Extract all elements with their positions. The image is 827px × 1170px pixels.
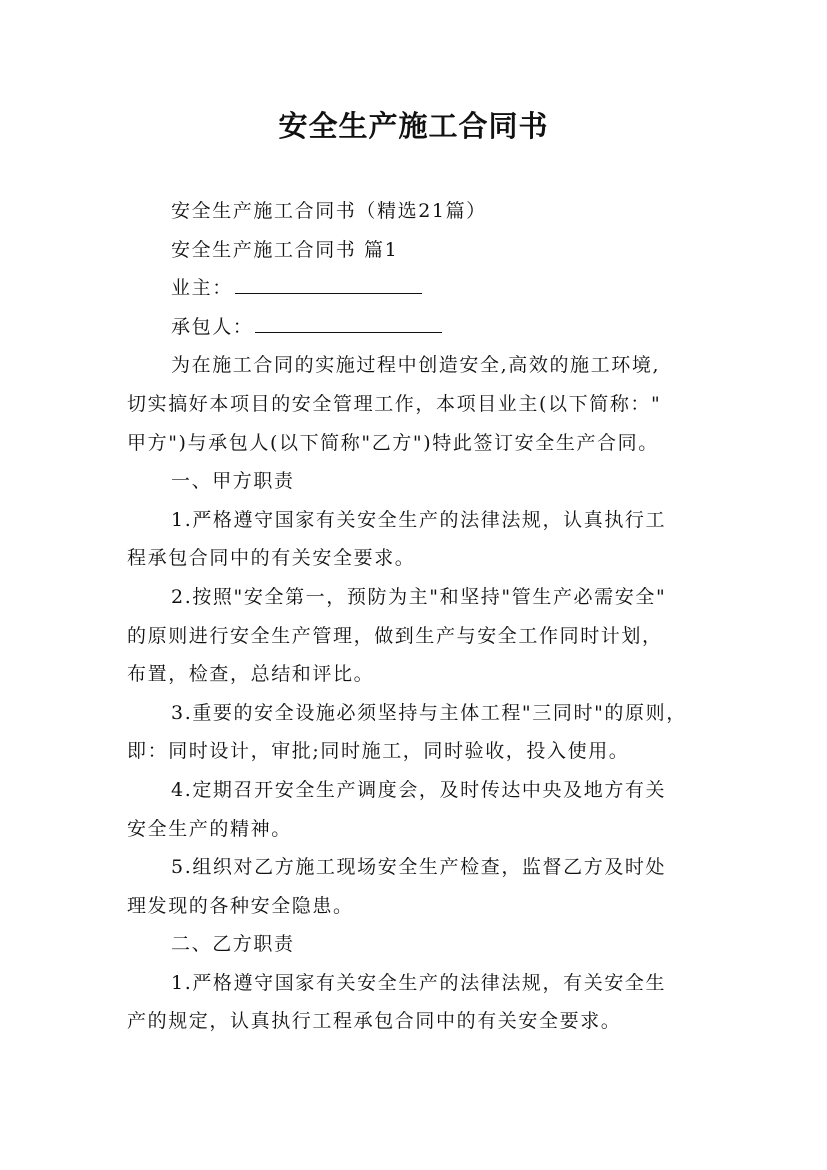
- line-text: 安全生产施工合同书 篇1: [171, 238, 399, 261]
- line-text: 理发现的各种安全隐患。: [127, 894, 354, 917]
- text-line: [127, 346, 717, 385]
- text-line: [127, 424, 717, 463]
- line-text: 程承包合同中的有关安全要求。: [127, 547, 416, 570]
- text-line: [127, 501, 717, 540]
- line-text: 一、甲方职责: [171, 470, 295, 493]
- text-line: [127, 771, 717, 810]
- text-line: [127, 655, 717, 694]
- line-text: 安全生产的精神。: [127, 817, 292, 840]
- line-text: 切实搞好本项目的安全管理工作，本项目业主(以下简称：": [127, 392, 662, 415]
- text-line: [127, 385, 717, 424]
- line-text: 1.严格遵守国家有关安全生产的法律法规，有关安全生: [171, 971, 667, 994]
- document-title: 安全生产施工合同书: [278, 109, 549, 143]
- text-line: [127, 848, 717, 887]
- text-line: [127, 1002, 717, 1041]
- line-text: 4.定期召开安全生产调度会，及时传达中央及地方有关: [171, 778, 667, 801]
- line-text: 甲方")与承包人(以下简称"乙方")特此签订安全生产合同。: [127, 431, 659, 454]
- text-line: [127, 617, 717, 656]
- text-line: [127, 925, 717, 964]
- line-text: 3.重要的安全设施必须坚持与主体工程"三同时"的原则，: [171, 701, 687, 724]
- text-line: [127, 810, 717, 849]
- line-text: 布置，检查，总结和评比。: [127, 663, 375, 686]
- blank-underline: [255, 312, 442, 333]
- line-text: 即：同时设计，审批;同时施工，同时验收，投入使用。: [127, 740, 630, 763]
- text-line: [127, 887, 717, 926]
- document-body: [127, 192, 717, 1041]
- line-text: 2.按照"安全第一，预防为主"和坚持"管生产必需安全": [171, 585, 667, 608]
- text-line: [127, 462, 717, 501]
- line-text: 产的规定，认真执行工程承包合同中的有关安全要求。: [127, 1010, 622, 1033]
- line-text: 承包人：: [171, 315, 254, 338]
- line-text: 为在施工合同的实施过程中创造安全,高效的施工环境,: [171, 354, 661, 377]
- text-line: [127, 578, 717, 617]
- line-text: 二、乙方职责: [171, 933, 295, 956]
- line-text: 业主：: [171, 277, 233, 300]
- text-line: [127, 964, 717, 1003]
- text-line: [127, 539, 717, 578]
- line-text: 安全生产施工合同书（精选21篇）: [171, 200, 487, 222]
- text-line: [127, 231, 717, 270]
- signature-line: [127, 269, 717, 308]
- line-text: 的原则进行安全生产管理，做到生产与安全工作同时计划，: [127, 624, 663, 647]
- text-line: [127, 732, 717, 771]
- line-text: 1.严格遵守国家有关安全生产的法律法规，认真执行工: [171, 508, 667, 531]
- signature-line: [127, 308, 717, 347]
- text-line: [127, 694, 717, 733]
- text-line: [127, 192, 717, 231]
- line-text: 5.组织对乙方施工现场安全生产检查，监督乙方及时处: [171, 856, 667, 879]
- blank-underline: [235, 273, 422, 294]
